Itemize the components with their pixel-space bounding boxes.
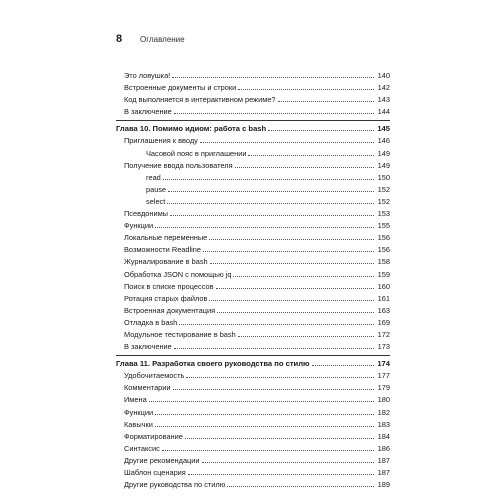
toc-chapter-11[interactable]: Глава 11. Разработка своего руководства по стилю 174: [116, 359, 390, 369]
page-number: 8: [116, 33, 123, 45]
toc-entry[interactable]: read 150: [146, 172, 390, 182]
table-of-contents: [116, 70, 390, 491]
toc-entry[interactable]: Отладка в bash 169: [124, 317, 390, 327]
toc-entry[interactable]: Модульное тестирование в bash 172: [124, 329, 390, 339]
toc-entry[interactable]: Код выполняется в интерактивном режиме? 143: [124, 95, 390, 105]
toc-entry[interactable]: Шаблон сценария 187: [124, 468, 390, 477]
toc-entry[interactable]: Кавычки 183: [124, 419, 390, 429]
toc-chapter-10[interactable]: Глава 10. Помимо идиом: работа с bash 145: [116, 124, 390, 134]
toc-entry[interactable]: Журналирование в bash 158: [124, 257, 390, 267]
toc-entry[interactable]: Другие рекомендации 187: [124, 455, 390, 465]
toc-entry[interactable]: Часовой пояс в приглашении 149: [146, 148, 390, 158]
toc-entry[interactable]: Обработка JSON с помощью jq 159: [124, 269, 390, 279]
toc-entry[interactable]: Встроенные документы и строки 142: [124, 83, 390, 93]
page-header: [116, 33, 396, 45]
toc-entry[interactable]: Приглашения к вводу 146: [124, 136, 390, 146]
toc-entry[interactable]: Ротация старых файлов 161: [124, 293, 390, 303]
toc-entry[interactable]: Функции 182: [124, 407, 390, 417]
toc-entry[interactable]: В заключение 144: [124, 107, 390, 117]
toc-entry[interactable]: Это ловушка! 140: [124, 71, 390, 80]
toc-entry[interactable]: pause 152: [146, 184, 390, 194]
toc-entry[interactable]: Форматирование 184: [124, 431, 390, 441]
toc-entry[interactable]: Имена 180: [124, 395, 390, 405]
toc-entry[interactable]: select 152: [146, 196, 390, 206]
chapter-divider: [116, 355, 390, 356]
toc-entry[interactable]: Получение ввода пользователя 149: [124, 160, 390, 170]
toc-entry[interactable]: Встроенная документация 163: [124, 305, 390, 315]
toc-entry[interactable]: Возможности Readline 156: [124, 245, 390, 255]
toc-entry[interactable]: Комментарии 179: [124, 383, 390, 393]
toc-entry[interactable]: Локальные переменные 156: [124, 233, 390, 243]
chapter-divider: [116, 120, 390, 121]
toc-entry[interactable]: Псевдонимы 153: [124, 209, 390, 219]
toc-entry[interactable]: Синтаксис 186: [124, 443, 390, 453]
toc-entry[interactable]: Удобочитаемость 177: [124, 371, 390, 381]
toc-entry[interactable]: Поиск в списке процессов 160: [124, 281, 390, 291]
toc-entry[interactable]: В заключение 173: [124, 342, 390, 352]
toc-entry[interactable]: Функции 155: [124, 221, 390, 231]
toc-entry[interactable]: Другие руководства по стилю 189: [124, 480, 390, 490]
running-title: Оглавление: [140, 35, 185, 44]
